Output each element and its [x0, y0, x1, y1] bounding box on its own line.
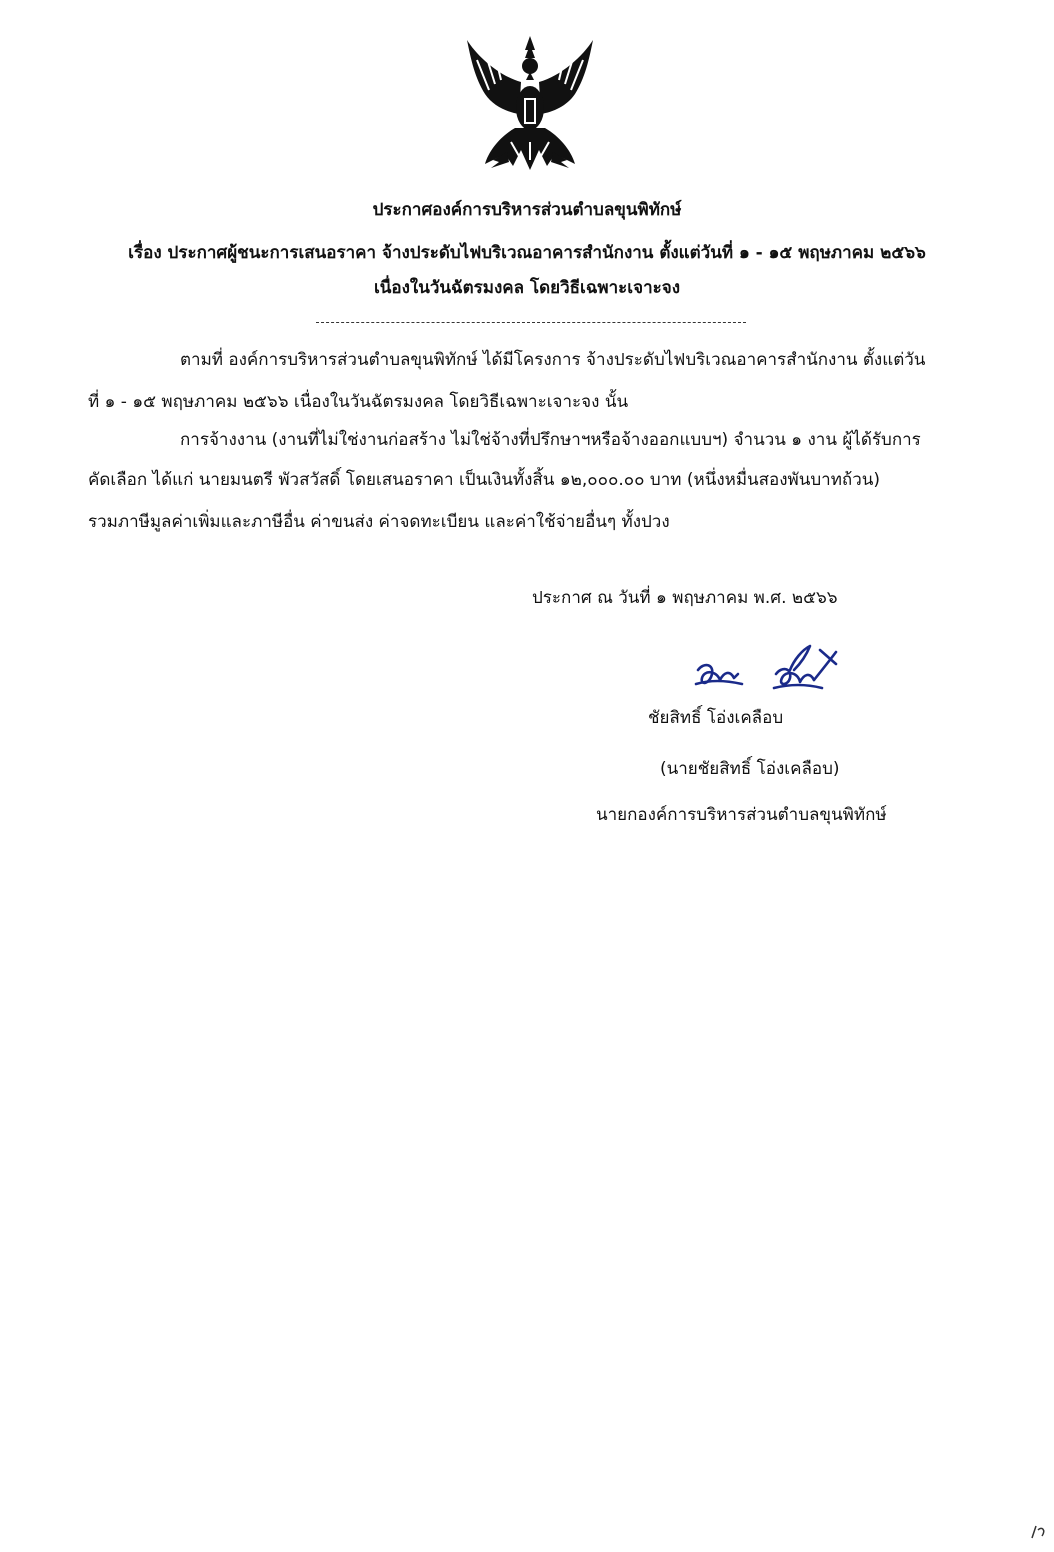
- paragraph2-line1: การจ้างงาน (งานที่ไม่ใช่งานก่อสร้าง ไม่ใช่จ้างที่ปรึกษาฯหรือจ้างออกแบบฯ) จำนวน ๑ งาน ผู้ได้รับการ: [180, 430, 921, 450]
- announcement-subject-heading: เรื่อง ประกาศผู้ชนะการเสนอราคา จ้างประดับไฟบริเวณอาคารสำนักงาน ตั้งแต่วันที่ ๑ - ๑๕ พฤษภาคม ๒๕๖๖: [128, 243, 926, 263]
- signer-full-name: (นายชัยสิทธิ์ โอ่งเคลือบ): [660, 759, 840, 779]
- announcement-issuer-heading: ประกาศองค์การบริหารส่วนตำบลขุนพิทักษ์: [372, 200, 682, 220]
- paragraph2-line3: รวมภาษีมูลค่าเพิ่มและภาษีอื่น ค่าขนส่ง ค่าจดทะเบียน และค่าใช้จ่ายอื่นๆ ทั้งปวง: [88, 512, 670, 532]
- signer-title: นายกองค์การบริหารส่วนตำบลขุนพิทักษ์: [596, 805, 887, 825]
- handwritten-signature-icon: [690, 640, 850, 700]
- heading-divider: [316, 322, 746, 323]
- paragraph2-line2: คัดเลือก ได้แก่ นายมนตรี พัวสวัสดิ์ โดยเสนอราคา เป็นเงินทั้งสิ้น ๑๒,๐๐๐.๐๐ บาท (หนึ่งหมื่นสองพันบาทถ้วน): [88, 470, 881, 490]
- announcement-subject-heading-cont: เนื่องในวันฉัตรมงคล โดยวิธีเฉพาะเจาะจง: [373, 278, 681, 298]
- page-corner-mark-icon: [1028, 1520, 1048, 1542]
- signer-name: ชัยสิทธิ์ โอ่งเคลือบ: [648, 708, 784, 728]
- paragraph1-line2: ที่ ๑ - ๑๕ พฤษภาคม ๒๕๖๖ เนื่องในวันฉัตรมงคล โดยวิธีเฉพาะเจาะจง นั้น: [88, 392, 629, 412]
- paragraph1-line1: ตามที่ องค์การบริหารส่วนตำบลขุนพิทักษ์ ได้มีโครงการ จ้างประดับไฟบริเวณอาคารสำนักงาน ตั้งแต่วัน: [180, 350, 926, 370]
- announce-date: ประกาศ ณ วันที่ ๑ พฤษภาคม พ.ศ. ๒๕๖๖: [532, 588, 838, 608]
- garuda-emblem-icon: [455, 32, 605, 182]
